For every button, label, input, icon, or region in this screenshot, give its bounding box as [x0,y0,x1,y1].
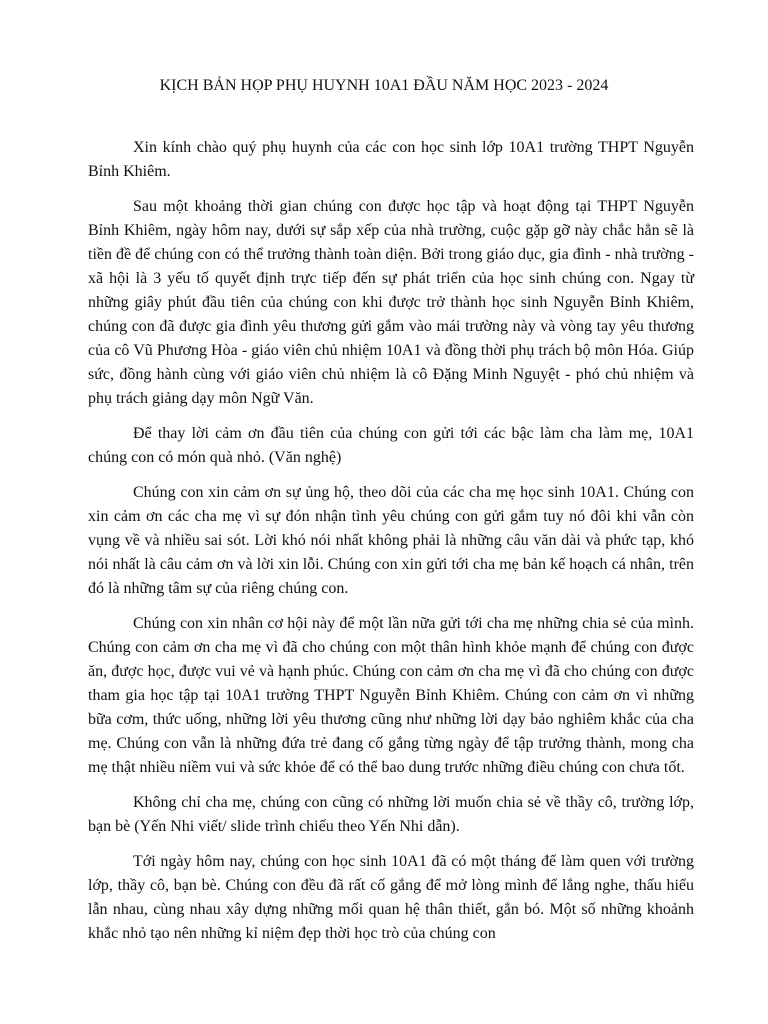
paragraph-greeting: Xin kính chào quý phụ huynh của các con học sinh lớp 10A1 trường THPT Nguyễn Bỉnh Khiêm. [88,139,694,181]
document-title: KỊCH BẢN HỌP PHỤ HUYNH 10A1 ĐẦU NĂM HỌC 2023 - 2024 [159,77,609,94]
paragraph-performance: Để thay lời cảm ơn đầu tiên của chúng con gửi tới các bậc làm cha làm mẹ, 10A1 chúng con có món quà nhỏ. (Văn nghệ) [88,425,694,467]
paragraph-memories: Tới ngày hôm nay, chúng con học sinh 10A1 đã có một tháng để làm quen với trường lớp, thầy cô, bạn bè. Chúng con đều đã rất cố gắng để mở lòng mình để lắng nghe, thấu hiểu lẫn nhau, cùng nhau xây dựng những mối quan hệ thân thiết, gắn bó. Một số những khoảnh khắc nhỏ tạo nên những kỉ niệm đẹp thời học trò của chúng con [88,852,694,942]
paragraph-teachers: Không chỉ cha mẹ, chúng con cũng có những lời muốn chia sẻ về thầy cô, trường lớp, bạn bè (Yến Nhi viết/ slide trình chiếu theo Yến Nhi dẫn). [88,793,694,835]
paragraph-sharing: Chúng con xin nhân cơ hội này để một lần nữa gửi tới cha mẹ những chia sẻ của mình. Chúng con cảm ơn cha mẹ vì đã cho chúng con một thân hình khỏe mạnh để chúng con được ăn, được học, được vui vẻ và hạnh phúc. Chúng con cảm ơn cha mẹ vì đã cho chúng con được tham gia học tập tại 10A1 trường THPT Nguyễn Bỉnh Khiêm. Chúng con cảm ơn vì những bữa cơm, thức uống, những lời yêu thương cũng như những lời dạy bảo nghiêm khắc của cha mẹ. Chúng con vẫn là những đứa trẻ đang cố gắng từng ngày để tập trưởng thành, mong cha mẹ thật nhiều niềm vui và sức khỏe để có thể bao dung trước những điều chúng con chưa tốt. [88,614,694,777]
paragraph-thanks: Chúng con xin cảm ơn sự ủng hộ, theo dõi của các cha mẹ học sinh 10A1. Chúng con xin cảm ơn các cha mẹ vì sự đón nhận tình yêu chúng con gửi gắm tuy nó đôi khi vẫn còn vụng về và nhiều sai sót. Lời khó nói nhất không phải là những câu văn dài và phức tạp, khó nói nhất là câu cảm ơn và lời xin lỗi. Chúng con xin gửi tới cha mẹ bản kế hoạch cá nhân, trên đó là những tâm sự của riêng chúng con. [88,483,694,598]
paragraph-introduction: Sau một khoảng thời gian chúng con được học tập và hoạt động tại THPT Nguyễn Bỉnh Khiêm, ngày hôm nay, dưới sự sắp xếp của nhà trường, cuộc gặp gỡ này chắc hẳn sẽ là tiền đề để chúng con có thể trưởng thành toàn diện. Bởi trong giáo dục, gia đình - nhà trường - xã hội là 3 yếu tố quyết định trực tiếp đến sự phát triển của học sinh chúng con. Ngay từ những giây phút đầu tiên của chúng con khi được trở thành học sinh Nguyễn Bỉnh Khiêm, chúng con đã được gia đình yêu thương gửi gắm vào mái trường này và vòng tay yêu thương của cô Vũ Phương Hòa - giáo viên chủ nhiệm 10A1 và đồng thời phụ trách bộ môn Hóa. Giúp sức, đồng hành cùng với giáo viên chủ nhiệm là cô Đặng Minh Nguyệt - phó chủ nhiệm và phụ trách giảng dạy môn Ngữ Văn. [88,197,694,408]
document-body [88,136,694,956]
